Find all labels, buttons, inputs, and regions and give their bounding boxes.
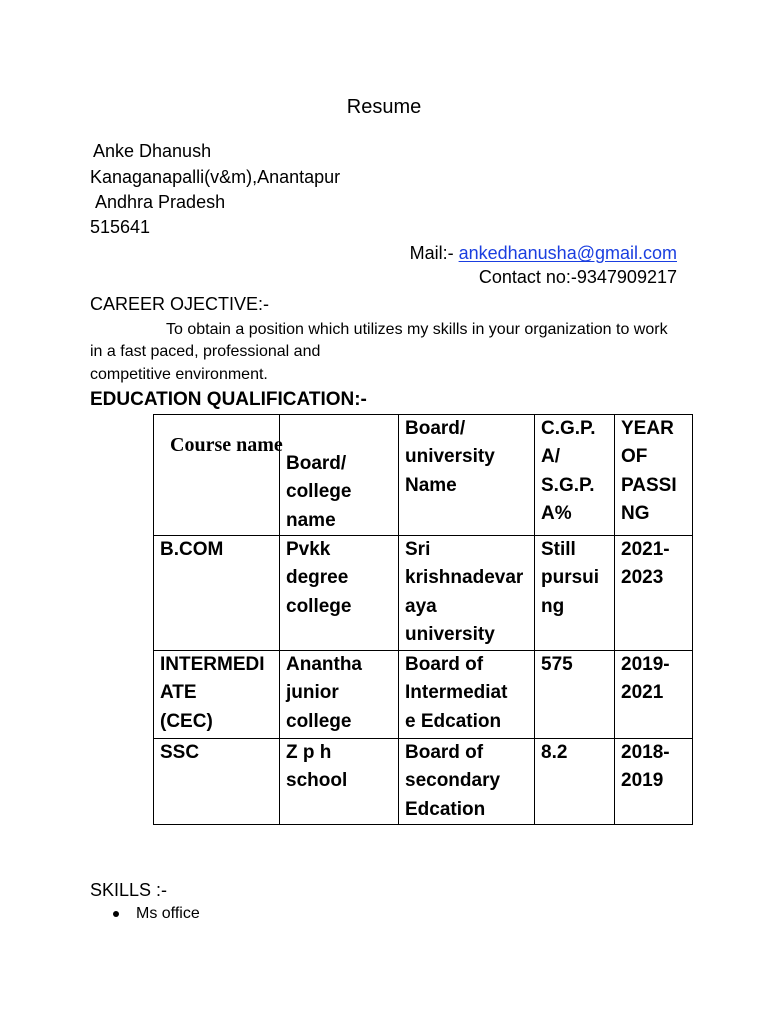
cell-text-line: Still	[541, 539, 576, 560]
cell-text-line: S.G.P.	[541, 474, 595, 496]
cell-text-line: C.G.P.	[541, 418, 596, 439]
cell-text-line: B.COM	[160, 539, 224, 560]
header-cell-board-university	[399, 415, 535, 536]
cell-course	[154, 536, 280, 651]
cell-text-line: 575	[541, 654, 573, 675]
skills-heading: SKILLS :-	[90, 880, 168, 900]
cell-text-line: Pvkk	[286, 539, 331, 560]
cell-text-line: 2023	[621, 567, 664, 589]
cell-university	[399, 536, 535, 651]
objective-text-line: competitive environment.	[90, 366, 268, 383]
cell-text-line: Anantha	[286, 654, 362, 675]
cell-year	[615, 536, 693, 651]
document-title: Resume	[346, 96, 422, 118]
cell-text-line: degree	[286, 567, 349, 589]
cell-text-line: college	[286, 710, 352, 732]
cell-text-line: Edcation	[405, 798, 486, 820]
cell-text-line: PASSI	[621, 474, 677, 496]
cell-cgpa	[535, 739, 615, 825]
email-link[interactable]: ankedhanusha@gmail.com	[458, 243, 677, 263]
cell-text-line: Course name	[170, 434, 283, 456]
address-line-2: Andhra Pradesh	[95, 192, 226, 212]
cell-text-line: junior	[286, 682, 339, 704]
objective-text-line: To obtain a position which utilizes my skills in your organization to work	[166, 321, 668, 338]
candidate-name: Anke Dhanush	[93, 141, 212, 161]
cell-text-line: Sri	[405, 539, 431, 560]
cell-text-line: Board/	[405, 418, 466, 439]
header-cell-cgpa	[535, 415, 615, 536]
cell-text-line: NG	[621, 502, 650, 524]
cell-text-line: Intermediat	[405, 682, 508, 704]
cell-university	[399, 739, 535, 825]
cell-text-line: Board of	[405, 654, 484, 675]
cell-college	[280, 651, 399, 739]
cell-text-line: secondary	[405, 770, 501, 792]
objective-text-line: in a fast paced, professional and	[90, 343, 321, 360]
cell-text-line: A/	[541, 446, 560, 468]
cell-cgpa	[535, 651, 615, 739]
cell-text-line: university	[405, 623, 495, 645]
cell-year	[615, 651, 693, 739]
cell-text-line: college	[286, 481, 352, 503]
header-cell-board-college	[280, 415, 399, 536]
cell-text-line: SSC	[160, 742, 200, 763]
cell-text-line: ATE	[160, 682, 197, 704]
table-row-bcom	[154, 536, 693, 651]
email-line	[410, 242, 677, 264]
cell-text-line: school	[286, 770, 348, 792]
cell-text-line: Board of	[405, 742, 484, 763]
cell-cgpa	[535, 536, 615, 651]
cell-text-line: 2019-	[621, 654, 670, 675]
cell-text-line: name	[286, 509, 336, 531]
cell-text-line: INTERMEDI	[160, 654, 265, 675]
education-table	[153, 414, 693, 825]
bullet-icon	[113, 911, 119, 917]
cell-text-line: aya	[405, 595, 437, 617]
cell-text-line: (CEC)	[160, 710, 213, 732]
cell-text-line: 2021-	[621, 539, 670, 560]
cell-text-line: OF	[621, 446, 648, 468]
cell-text-line: college	[286, 595, 352, 617]
cell-text-line: ng	[541, 595, 565, 617]
pincode: 515641	[90, 217, 151, 237]
cell-text-line: Board/	[286, 453, 347, 475]
table-row-intermediate	[154, 651, 693, 739]
header-cell-year	[615, 415, 693, 536]
cell-text-line: e Edcation	[405, 710, 502, 732]
cell-course	[154, 739, 280, 825]
address-line-1: Kanaganapalli(v&m),Anantapur	[90, 167, 341, 187]
header-cell-course-name	[154, 415, 283, 536]
cell-university	[399, 651, 535, 739]
cell-text-line: krishnadevar	[405, 567, 524, 589]
cell-text-line: university	[405, 446, 495, 468]
cell-course	[154, 651, 280, 739]
cell-college	[280, 739, 399, 825]
cell-text-line: 2019	[621, 770, 664, 792]
cell-text-line: 2018-	[621, 742, 670, 763]
mail-label: Mail:-	[409, 243, 454, 263]
cell-text-line: 8.2	[541, 742, 568, 763]
cell-year	[615, 739, 693, 825]
career-objective-heading: CAREER OJECTIVE:-	[90, 294, 270, 314]
cell-text-line: Name	[405, 474, 457, 496]
cell-text-line: A%	[541, 502, 572, 524]
skill-item: Ms office	[136, 905, 200, 922]
cell-text-line: YEAR	[621, 418, 674, 439]
cell-college	[280, 536, 399, 651]
cell-text-line: Z p h	[286, 742, 332, 763]
cell-text-line: pursui	[541, 567, 600, 589]
education-heading: EDUCATION QUALIFICATION:-	[90, 389, 367, 410]
cell-text-line: 2021	[621, 682, 664, 704]
contact-number: Contact no:-9347909217	[478, 267, 677, 287]
table-row-ssc	[154, 739, 693, 825]
table-header-row	[154, 415, 693, 536]
